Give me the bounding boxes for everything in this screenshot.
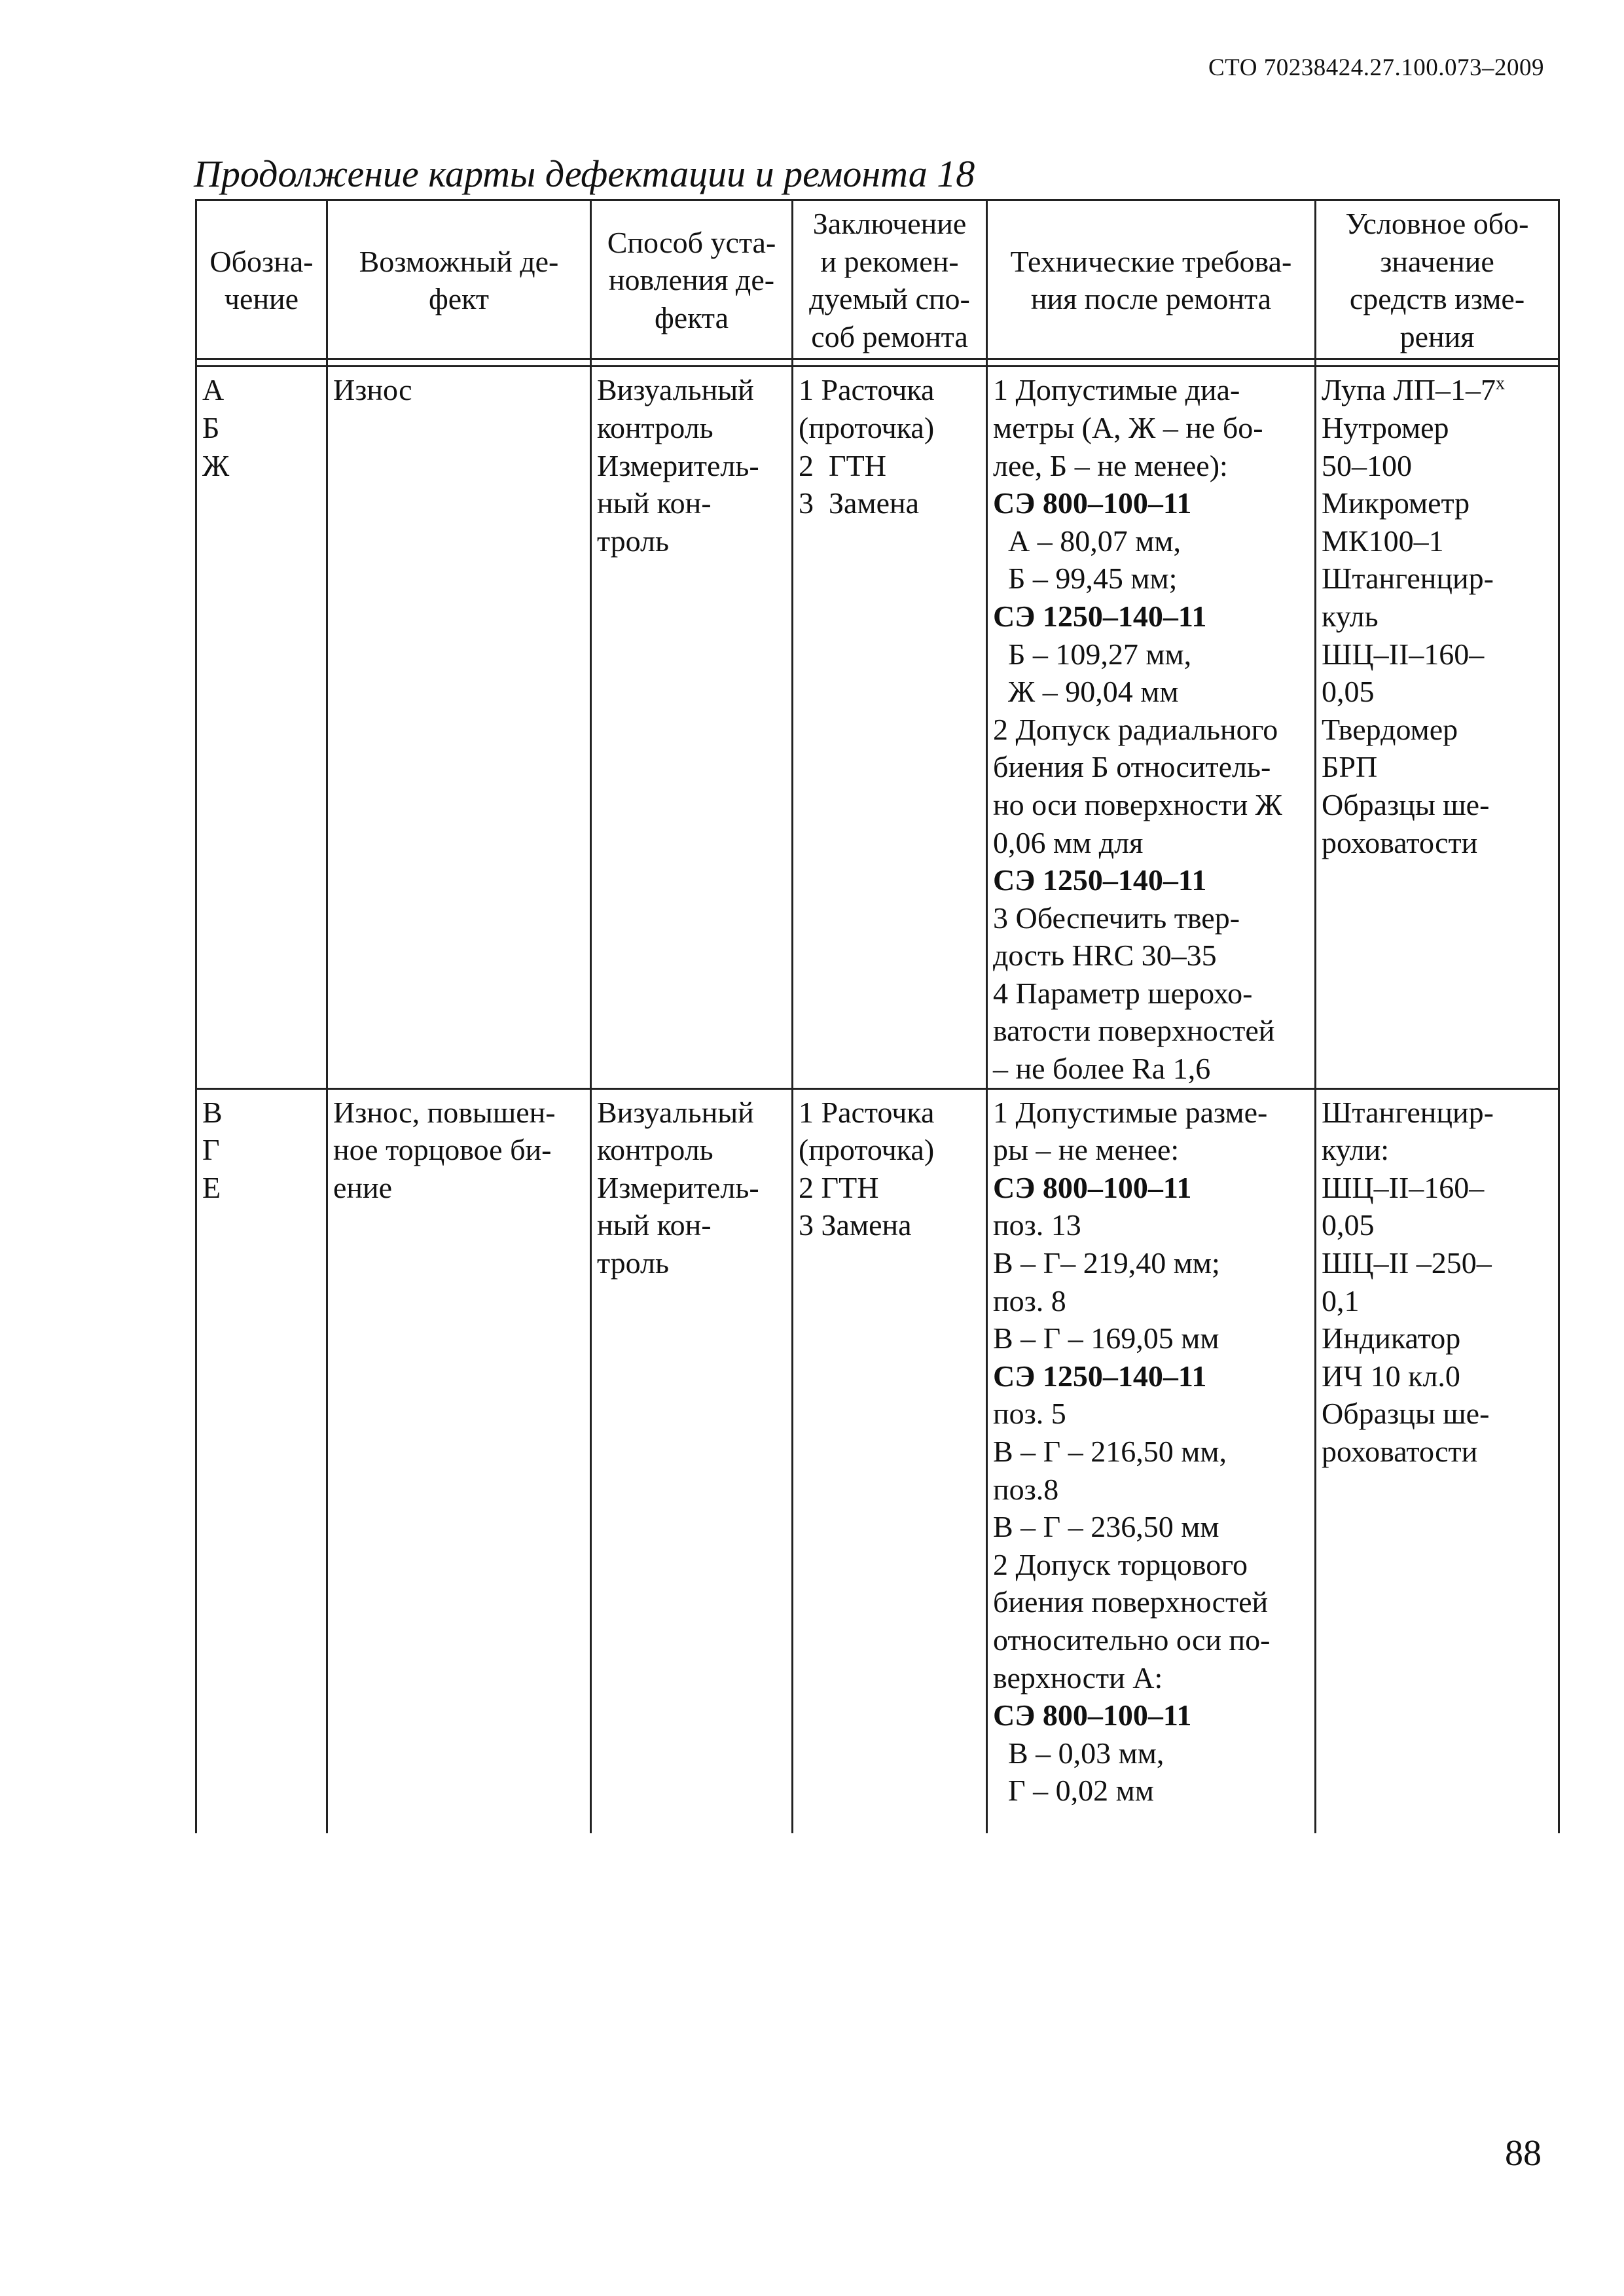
text-line: А — [202, 373, 225, 407]
line-text: В – 0,03 мм, — [993, 1736, 1164, 1770]
text-line: (проточка) — [799, 1133, 935, 1167]
cell-technical-requirements — [987, 1088, 1316, 1833]
text-line: ный кон- — [597, 486, 712, 520]
line-text: ватости поверхностей — [993, 1014, 1275, 1048]
line-text: 0,05 — [1322, 1208, 1375, 1242]
line-text: роховатости — [1322, 1435, 1478, 1468]
line-text: СЭ 1250–140–11 — [993, 1359, 1207, 1393]
line-text: куль — [1322, 599, 1379, 633]
cell-detection-method — [591, 1088, 793, 1833]
line-text: биения Б относитель- — [993, 750, 1271, 784]
text-line: Измеритель- — [597, 448, 759, 482]
text-line — [1322, 1169, 1553, 1207]
text-line: и рекомен- — [820, 244, 959, 278]
header-separator — [196, 359, 1559, 367]
line-text: Лупа ЛП–1–7 — [1322, 373, 1496, 407]
text-line: значение — [1380, 244, 1494, 278]
header-measuring-instruments — [1316, 200, 1559, 359]
text-line: Визуальный — [597, 1095, 754, 1129]
line-text: 1 Допустимые разме- — [993, 1095, 1268, 1129]
cell-repair-recommendation — [793, 367, 987, 1088]
standard-code — [993, 598, 1309, 636]
text-line: контроль — [597, 1133, 713, 1167]
line-text: лее, Б – не менее): — [993, 448, 1228, 482]
text-line — [1322, 824, 1553, 862]
text-line — [993, 824, 1309, 862]
text-line — [1322, 484, 1553, 522]
line-text: поз. 8 — [993, 1283, 1066, 1318]
line-text: 50–100 — [1322, 448, 1412, 482]
text-line — [993, 937, 1309, 975]
text-line: Износ — [333, 373, 412, 407]
text-line — [993, 1734, 1309, 1772]
text-line — [993, 1546, 1309, 1584]
line-text: МК100–1 — [1322, 524, 1444, 558]
text-line — [1322, 1244, 1553, 1282]
standard-code — [993, 1169, 1309, 1207]
text-line — [993, 748, 1309, 786]
line-text: но оси поверхности Ж — [993, 787, 1282, 821]
superscript: х — [1496, 374, 1506, 395]
line-text: Твердомер — [1322, 712, 1458, 746]
text-line — [993, 1395, 1309, 1433]
line-text: В – Г – 169,05 мм — [993, 1321, 1219, 1355]
text-line — [1322, 1282, 1553, 1320]
text-line: Визуальный — [597, 373, 754, 407]
line-text: Ж – 90,04 мм — [993, 675, 1179, 709]
header-designation — [196, 200, 327, 359]
table-header-row — [196, 200, 1559, 359]
text-line — [993, 371, 1309, 409]
text-line: ное торцовое би- — [333, 1133, 552, 1167]
text-line — [1322, 1357, 1553, 1395]
cell-defect — [327, 367, 591, 1088]
text-line — [993, 560, 1309, 598]
text-line — [993, 1206, 1309, 1244]
line-text: – не более Ra 1,6 — [993, 1052, 1211, 1086]
text-line — [1322, 748, 1553, 786]
text-line — [993, 711, 1309, 749]
line-text: 0,06 мм для — [993, 825, 1144, 859]
line-text: дость HRC 30–35 — [993, 939, 1217, 973]
line-text: Образцы ше- — [1322, 787, 1490, 821]
line-text: поз. 13 — [993, 1208, 1081, 1242]
text-line — [993, 1433, 1309, 1471]
text-line — [1322, 560, 1553, 598]
text-line: Ж — [202, 448, 230, 482]
text-line — [1322, 522, 1553, 560]
standard-code — [993, 1357, 1309, 1395]
cell-technical-requirements — [987, 367, 1316, 1088]
text-line — [993, 1583, 1309, 1621]
line-text: относительно оси по- — [993, 1623, 1271, 1657]
line-text: биения поверхностей — [993, 1585, 1269, 1619]
line-text: ШЦ–II –250– — [1322, 1246, 1492, 1280]
page-number: 88 — [1505, 2133, 1542, 2174]
text-line: средств изме- — [1349, 282, 1525, 316]
text-line: ный кон- — [597, 1208, 712, 1242]
line-text: ШЦ–II–160– — [1322, 637, 1485, 671]
line-text: А – 80,07 мм, — [993, 524, 1181, 558]
text-line: Износ, повышен- — [333, 1095, 556, 1129]
text-line — [1322, 371, 1553, 409]
text-line — [1322, 598, 1553, 636]
text-line — [1322, 447, 1553, 485]
text-line — [993, 673, 1309, 711]
text-line — [1322, 786, 1553, 824]
cell-measuring-instruments — [1316, 1088, 1559, 1833]
text-line — [993, 1772, 1309, 1810]
line-text: роховатости — [1322, 825, 1478, 859]
text-line — [993, 636, 1309, 673]
text-line — [993, 447, 1309, 485]
line-text: Б – 99,45 мм; — [993, 562, 1178, 596]
document-code: СТО 70238424.27.100.073–2009 — [1208, 54, 1544, 81]
text-line — [993, 786, 1309, 824]
text-line: 2 ГТН — [799, 1170, 879, 1204]
text-line: (проточка) — [799, 410, 935, 444]
text-line: Б — [202, 410, 220, 444]
line-text: Микрометр — [1322, 486, 1470, 520]
text-line: Измеритель- — [597, 1170, 759, 1204]
text-line: Г — [202, 1133, 220, 1167]
table-row — [196, 1088, 1559, 1833]
cell-designation — [196, 367, 327, 1088]
line-text: Штангенцир- — [1322, 1095, 1494, 1129]
line-text: ШЦ–II–160– — [1322, 1170, 1485, 1204]
line-text: Нутромер — [1322, 410, 1449, 444]
line-text: Б – 109,27 мм, — [993, 637, 1192, 671]
text-line — [1322, 1094, 1553, 1132]
text-line — [993, 1094, 1309, 1132]
text-line — [1322, 1433, 1553, 1471]
line-text: 0,1 — [1322, 1283, 1360, 1318]
line-text: Образцы ше- — [1322, 1397, 1490, 1431]
text-line — [993, 409, 1309, 447]
cell-defect — [327, 1088, 591, 1833]
line-text: Индикатор — [1322, 1321, 1461, 1355]
text-line — [993, 1050, 1309, 1088]
cell-detection-method — [591, 367, 793, 1088]
text-line — [993, 1621, 1309, 1659]
line-text: кули: — [1322, 1133, 1390, 1167]
text-line — [1322, 1131, 1553, 1169]
text-line — [993, 1282, 1309, 1320]
text-line — [993, 1319, 1309, 1357]
text-line: фект — [428, 282, 490, 316]
line-text: метры (А, Ж – не бо- — [993, 410, 1263, 444]
text-line: Е — [202, 1170, 221, 1204]
line-text: СЭ 800–100–11 — [993, 1698, 1192, 1732]
text-line — [1322, 1319, 1553, 1357]
table-caption: Продолжение карты дефектации и ремонта 18 — [194, 152, 975, 195]
standard-code — [993, 1696, 1309, 1734]
text-line: Технические требова- — [1010, 244, 1292, 278]
text-line: троль — [597, 1246, 669, 1280]
text-line: Возможный де- — [359, 244, 559, 278]
header-defect — [327, 200, 591, 359]
standard-code — [993, 861, 1309, 899]
line-text: В – Г – 216,50 мм, — [993, 1435, 1227, 1468]
text-line: Условное обо- — [1345, 207, 1529, 240]
text-line: чение — [224, 282, 299, 316]
line-text: поз.8 — [993, 1472, 1059, 1506]
line-text: 1 Допустимые диа- — [993, 373, 1240, 407]
line-text: Штангенцир- — [1322, 562, 1494, 596]
line-text: Г – 0,02 мм — [993, 1774, 1154, 1808]
line-text: 4 Параметр шерохо- — [993, 976, 1253, 1010]
header-repair-recommendation — [793, 200, 987, 359]
text-line: новления де- — [608, 263, 775, 297]
text-line: ение — [333, 1170, 393, 1204]
text-line — [1322, 1206, 1553, 1244]
text-line: фекта — [654, 300, 729, 334]
text-line: рения — [1399, 319, 1475, 353]
text-line — [993, 975, 1309, 1013]
text-line: Обозна- — [209, 244, 314, 278]
line-text: БРП — [1322, 750, 1378, 784]
table-row — [196, 367, 1559, 1088]
text-line — [993, 1508, 1309, 1546]
text-line — [993, 1012, 1309, 1050]
text-line — [993, 1244, 1309, 1282]
text-line — [993, 1471, 1309, 1509]
line-text: 3 Обеспечить твер- — [993, 901, 1240, 935]
line-text: СЭ 1250–140–11 — [993, 863, 1207, 897]
line-text: верхности А: — [993, 1660, 1163, 1695]
line-text: В – Г – 236,50 мм — [993, 1510, 1219, 1544]
text-line — [1322, 1395, 1553, 1433]
text-line: Способ уста- — [607, 225, 776, 259]
line-text: СЭ 1250–140–11 — [993, 599, 1207, 633]
text-line — [1322, 636, 1553, 673]
line-text: 0,05 — [1322, 675, 1375, 709]
text-line — [993, 899, 1309, 937]
line-text: ИЧ 10 кл.0 — [1322, 1359, 1460, 1393]
text-line: В — [202, 1095, 223, 1129]
text-line: ния после ремонта — [1030, 282, 1272, 316]
line-text: 2 Допуск радиального — [993, 712, 1278, 746]
line-text: СЭ 800–100–11 — [993, 1170, 1192, 1204]
text-line — [1322, 409, 1553, 447]
line-text: 2 Допуск торцового — [993, 1547, 1248, 1581]
text-line: 1 Расточка — [799, 1095, 935, 1129]
text-line — [993, 1131, 1309, 1169]
cell-designation — [196, 1088, 327, 1833]
text-line: контроль — [597, 410, 713, 444]
line-text: В – Г– 219,40 мм; — [993, 1246, 1220, 1280]
line-text: ры – не менее: — [993, 1133, 1180, 1167]
text-line: дуемый спо- — [809, 282, 970, 316]
line-text: поз. 5 — [993, 1397, 1066, 1431]
text-line: троль — [597, 524, 669, 558]
text-line: Заключение — [812, 207, 967, 240]
text-line: 3 Замена — [799, 1208, 912, 1242]
defect-repair-table — [195, 199, 1560, 1833]
text-line: 2 ГТН — [799, 448, 886, 482]
standard-code — [993, 484, 1309, 522]
text-line: 1 Расточка — [799, 373, 935, 407]
text-line — [1322, 673, 1553, 711]
cell-measuring-instruments — [1316, 367, 1559, 1088]
header-technical-requirements — [987, 200, 1316, 359]
text-line — [1322, 711, 1553, 749]
line-text: СЭ 800–100–11 — [993, 486, 1192, 520]
text-line — [993, 522, 1309, 560]
text-line: 3 Замена — [799, 486, 920, 520]
text-line — [993, 1659, 1309, 1697]
text-line: соб ремонта — [811, 319, 968, 353]
cell-repair-recommendation — [793, 1088, 987, 1833]
header-detection-method — [591, 200, 793, 359]
